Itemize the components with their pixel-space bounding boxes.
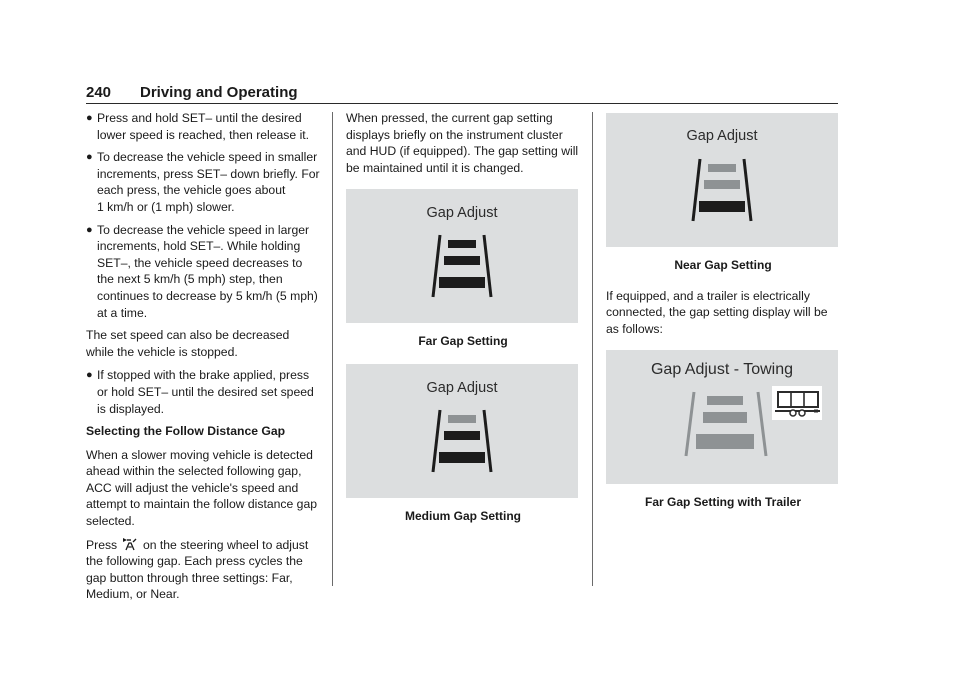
- lane-bars-graphic: [346, 364, 578, 498]
- lane-line-left: [433, 235, 440, 297]
- lane-line-left: [433, 410, 440, 472]
- bullet-list-stopped: [86, 367, 320, 417]
- figure-caption-near: Near Gap Setting: [674, 258, 772, 272]
- gap-display-towing: [606, 350, 838, 484]
- header-rule: [86, 103, 838, 104]
- column-3: [606, 110, 840, 525]
- gap-bar-2: [444, 256, 480, 265]
- gap-bar-1: [448, 240, 476, 248]
- paragraph-trailer: If equipped, and a trailer is electrically connected, the gap setting display will be as follows:: [606, 288, 828, 336]
- lane-line-right: [484, 235, 491, 297]
- bullet-icon: ●: [86, 369, 93, 382]
- subheading-follow-gap: Selecting the Follow Distance Gap: [86, 424, 286, 439]
- gap-bar-1: [708, 164, 736, 172]
- following-gap-icon: [122, 537, 138, 551]
- gap-display-near: [606, 113, 838, 247]
- trailer-icon: [772, 386, 822, 420]
- gap-bar-2: [703, 412, 747, 423]
- list-item: ● To decrease the vehicle speed in larger increments, hold SET–. While holding SET–, the vehicle speed decreases to the next 5 km/h (5 mph) step, then continues to decrease by 5 km/h (5 mph) at a time.: [86, 222, 318, 320]
- bullet-list-decrease-speed: [86, 110, 320, 321]
- column-divider-left: [332, 112, 333, 586]
- list-item: ● To decrease the vehicle speed in smaller increments, press SET– down briefly. For each press, the vehicle goes about 1 km/h or (1 mph) slower.: [86, 150, 320, 214]
- figure-caption-medium: Medium Gap Setting: [404, 508, 521, 523]
- figure-caption-towing: Far Gap Setting with Trailer: [644, 495, 802, 510]
- section-title: Driving and Operating: [140, 84, 298, 101]
- gap-bar-1: [448, 415, 476, 423]
- bullet-icon: ●: [86, 223, 93, 236]
- paragraph-decrease-stopped: The set speed can also be decreased while the vehicle is stopped.: [86, 328, 290, 359]
- gap-bar-3: [696, 434, 754, 449]
- lane-line-left: [686, 392, 694, 456]
- page-header: [86, 84, 838, 106]
- gap-display-medium: [346, 364, 578, 498]
- paragraph-slower-vehicle: When a slower moving vehicle is detected ahead within the selected following gap, ACC will adjust the vehicle's speed and attempt to maintain the follow distance gap selected.: [86, 447, 318, 529]
- figure-caption-far: Far Gap Setting: [418, 334, 508, 349]
- display-title: Gap Adjust - Towing: [650, 361, 793, 379]
- list-item: ● Press and hold SET– until the desired lower speed is reached, then release it.: [86, 111, 310, 142]
- lane-bars-graphic: [346, 189, 578, 323]
- list-item: ● If stopped with the brake applied, press or hold SET– until the desired set speed is displayed.: [86, 368, 314, 416]
- column-divider-right: [592, 112, 593, 586]
- paragraph-gap-displayed: When pressed, the current gap setting displays briefly on the instrument cluster and HUD (if equipped). The gap setting will be maintained until it is changed.: [346, 111, 579, 175]
- display-title: Gap Adjust: [686, 128, 758, 144]
- lane-line-right: [758, 392, 766, 456]
- paragraph-press-gap: Press on the steering wheel to adjust the following gap. Each press cycles the gap button through three settings: Far, Medium, or Near.: [86, 537, 309, 602]
- lane-line-left: [693, 159, 700, 221]
- gap-bar-3: [439, 277, 485, 288]
- lane-bars-graphic: [606, 113, 838, 247]
- gap-bar-2: [704, 180, 740, 189]
- gap-bar-3: [699, 201, 745, 212]
- gap-bar-2: [444, 431, 480, 440]
- gap-bar-1: [707, 396, 743, 405]
- bullet-icon: ●: [86, 151, 93, 164]
- lane-line-right: [744, 159, 751, 221]
- lane-bars-graphic: [606, 350, 838, 484]
- page-number: 240: [86, 84, 112, 101]
- display-title: Gap Adjust: [426, 205, 498, 222]
- lane-line-right: [484, 410, 491, 472]
- gap-bar-3: [439, 452, 485, 463]
- display-title: Gap Adjust: [426, 379, 498, 396]
- column-1: [86, 110, 320, 610]
- gap-display-far: [346, 189, 578, 323]
- column-2: [346, 110, 580, 539]
- bullet-icon: ●: [86, 112, 93, 124]
